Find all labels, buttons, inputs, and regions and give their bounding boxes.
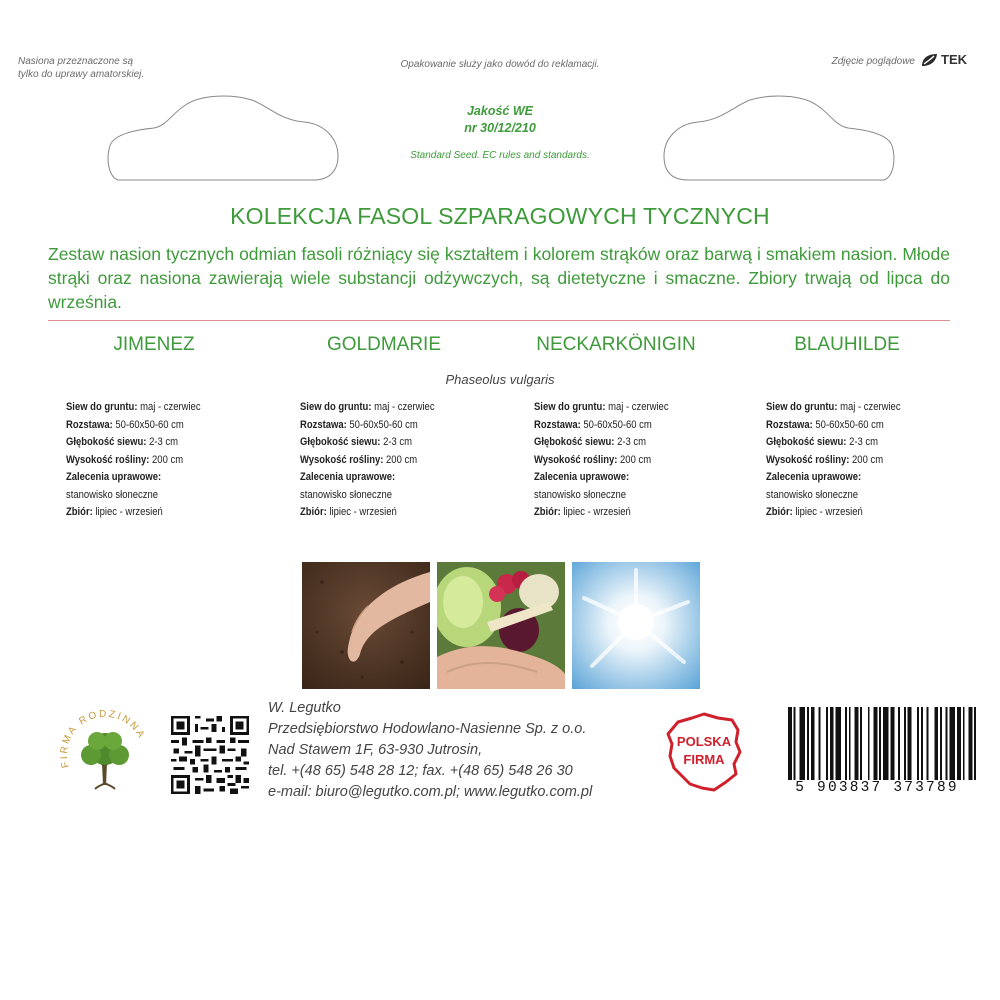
variety-name-blauhilde: BLAUHILDE bbox=[794, 334, 900, 355]
depth-label: Głębokość siewu: bbox=[66, 436, 147, 448]
barcode-bar bbox=[860, 707, 862, 783]
barcode-bar bbox=[940, 707, 942, 783]
vegetables-photo bbox=[437, 562, 565, 689]
divider bbox=[48, 320, 950, 321]
barcode-bar bbox=[898, 707, 900, 783]
depth-value: 2-3 cm bbox=[846, 436, 878, 448]
product-title: KOLEKCJA FASOL SZPARAGOWYCH TYCZNYCH bbox=[230, 203, 770, 229]
sunshine-photo bbox=[572, 562, 700, 689]
depth-value: 2-3 cm bbox=[614, 436, 646, 448]
barcode-bar bbox=[811, 707, 815, 783]
family-company-text: FIRMA RODZINNA bbox=[58, 708, 148, 769]
barcode-bar bbox=[836, 707, 842, 783]
latin-name: Phaseolus vulgaris bbox=[445, 372, 555, 387]
barcode-bar bbox=[908, 707, 912, 783]
barcode-bar bbox=[879, 707, 881, 783]
hang-hole-right bbox=[660, 92, 898, 184]
tek-leaf-icon bbox=[920, 53, 938, 67]
barcode-bar bbox=[807, 707, 809, 783]
spacing-label: Rozstawa: bbox=[300, 418, 347, 431]
height-value: 200 cm bbox=[849, 453, 884, 466]
company-full-name: Przedsiębiorstwo Hodowlano-Nasienne Sp. z o.o. bbox=[268, 721, 587, 737]
tree-logo-icon bbox=[81, 732, 129, 789]
harvest-label: Zbiór: bbox=[534, 506, 561, 518]
barcode-bar bbox=[927, 707, 929, 783]
barcode-number: 5 903837 373789 bbox=[772, 780, 982, 796]
sowing-value: maj - czerwiec bbox=[605, 401, 669, 413]
info-column-3 bbox=[534, 399, 744, 522]
barcode-bar bbox=[957, 707, 961, 783]
sowing-label: Siew do gruntu: bbox=[534, 401, 606, 413]
info-column-4 bbox=[766, 399, 976, 522]
reco-value: stanowisko słoneczne bbox=[300, 488, 393, 501]
barcode-bar bbox=[855, 707, 859, 783]
barcode-bar bbox=[799, 707, 805, 783]
sowing-label: Siew do gruntu: bbox=[300, 401, 372, 413]
harvest-value: lipiec - wrzesień bbox=[92, 506, 163, 518]
height-value: 200 cm bbox=[383, 453, 418, 466]
variety-name-neckarkonigin: NECKARKÖNIGIN bbox=[536, 334, 696, 355]
product-description: Zestaw nasion tycznych odmian fasoli różniący się kształtem i kolorem strąków oraz barwą i smakiem nasion. Młode strąki oraz nasiona zawierają wiele substancji odżywczych, są dietetyczne i smaczne. Zbiory trwają od lipca do września. bbox=[48, 244, 950, 312]
depth-label: Głębokość siewu: bbox=[766, 436, 847, 448]
height-label: Wysokość rośliny: bbox=[766, 453, 850, 466]
reco-value: stanowisko słoneczne bbox=[534, 488, 627, 501]
spacing-label: Rozstawa: bbox=[66, 418, 113, 431]
barcode-bar bbox=[845, 707, 847, 783]
barcode-bar bbox=[917, 707, 919, 783]
reco-label: Zalecenia uprawowe: bbox=[66, 471, 162, 483]
height-label: Wysokość rośliny: bbox=[66, 453, 150, 466]
amateur-use-note: Nasiona przeznaczone są tylko do uprawy amatorskiej. bbox=[18, 56, 145, 80]
harvest-value: lipiec - wrzesień bbox=[560, 506, 631, 518]
barcode-bar bbox=[950, 707, 956, 783]
spacing-value: 50-60x50-60 cm bbox=[112, 418, 184, 431]
height-value: 200 cm bbox=[149, 453, 184, 466]
barcode-bar bbox=[946, 707, 948, 783]
reco-label: Zalecenia uprawowe: bbox=[534, 471, 630, 483]
reco-value: stanowisko słoneczne bbox=[66, 488, 159, 501]
height-value: 200 cm bbox=[617, 453, 652, 466]
barcode-bar bbox=[849, 707, 851, 783]
sowing-label: Siew do gruntu: bbox=[66, 401, 138, 413]
height-label: Wysokość rośliny: bbox=[300, 453, 384, 466]
company-name: W. Legutko bbox=[268, 700, 341, 716]
barcode-bar bbox=[874, 707, 878, 783]
depth-value: 2-3 cm bbox=[146, 436, 178, 448]
spacing-label: Rozstawa: bbox=[766, 418, 813, 431]
company-contact[interactable]: e-mail: biuro@legutko.com.pl; www.legutko.com.pl bbox=[268, 784, 593, 800]
harvest-value: lipiec - wrzesień bbox=[792, 506, 863, 518]
sowing-label: Siew do gruntu: bbox=[766, 401, 838, 413]
sowing-value: maj - czerwiec bbox=[137, 401, 201, 413]
barcode-bar bbox=[974, 707, 976, 783]
quality-line2: nr 30/12/210 bbox=[464, 121, 536, 135]
barcode-bar bbox=[921, 707, 923, 783]
reco-value: stanowisko słoneczne bbox=[766, 488, 859, 501]
company-phone: tel. +(48 65) 548 28 12; fax. +(48 65) 548 26 30 bbox=[268, 763, 573, 779]
harvest-label: Zbiór: bbox=[66, 506, 93, 518]
family-company-logo bbox=[55, 705, 155, 805]
depth-label: Głębokość siewu: bbox=[300, 436, 381, 448]
packaging-note: Opakowanie służy jako dowód do reklamacji. bbox=[400, 59, 600, 70]
height-label: Wysokość rośliny: bbox=[534, 453, 618, 466]
spacing-value: 50-60x50-60 cm bbox=[580, 418, 652, 431]
reco-label: Zalecenia uprawowe: bbox=[766, 471, 862, 483]
sowing-photo bbox=[302, 562, 430, 689]
depth-label: Głębokość siewu: bbox=[534, 436, 615, 448]
barcode-bar bbox=[883, 707, 889, 783]
barcode-bar bbox=[963, 707, 965, 783]
company-address bbox=[268, 698, 688, 803]
tek-label: TEK bbox=[941, 52, 967, 67]
harvest-label: Zbiór: bbox=[300, 506, 327, 518]
qr-code[interactable] bbox=[171, 716, 249, 794]
harvest-value: lipiec - wrzesień bbox=[326, 506, 397, 518]
sowing-value: maj - czerwiec bbox=[837, 401, 901, 413]
barcode-bar bbox=[904, 707, 906, 783]
barcode-bar bbox=[826, 707, 828, 783]
polska-line1: POLSKA bbox=[676, 734, 732, 749]
barcode-bar bbox=[969, 707, 973, 783]
spacing-value: 50-60x50-60 cm bbox=[812, 418, 884, 431]
company-street: Nad Stawem 1F, 63-930 Jutrosin, bbox=[268, 742, 483, 758]
photo-note: Zdjęcie poglądowe bbox=[831, 56, 915, 67]
info-column-1 bbox=[66, 399, 276, 522]
barcode-bar bbox=[868, 707, 870, 783]
tek-logo bbox=[920, 52, 967, 67]
depth-value: 2-3 cm bbox=[380, 436, 412, 448]
quality-standard bbox=[350, 103, 650, 137]
sowing-value: maj - czerwiec bbox=[371, 401, 435, 413]
info-column-2 bbox=[300, 399, 510, 522]
harvest-label: Zbiór: bbox=[766, 506, 793, 518]
barcode-bar bbox=[934, 707, 938, 783]
barcode-bar bbox=[818, 707, 820, 783]
spacing-value: 50-60x50-60 cm bbox=[346, 418, 418, 431]
polska-firma-badge bbox=[664, 712, 744, 794]
variety-name-jimenez: JIMENEZ bbox=[113, 334, 195, 355]
hang-hole-left bbox=[104, 92, 342, 184]
variety-name-goldmarie: GOLDMARIE bbox=[326, 334, 442, 355]
reco-label: Zalecenia uprawowe: bbox=[300, 471, 396, 483]
quality-standard-subtitle: Standard Seed. EC rules and standards. bbox=[410, 150, 590, 161]
quality-line1: Jakość WE bbox=[466, 104, 533, 118]
barcode-bar bbox=[830, 707, 834, 783]
spacing-label: Rozstawa: bbox=[534, 418, 581, 431]
polska-line2: FIRMA bbox=[683, 752, 725, 767]
